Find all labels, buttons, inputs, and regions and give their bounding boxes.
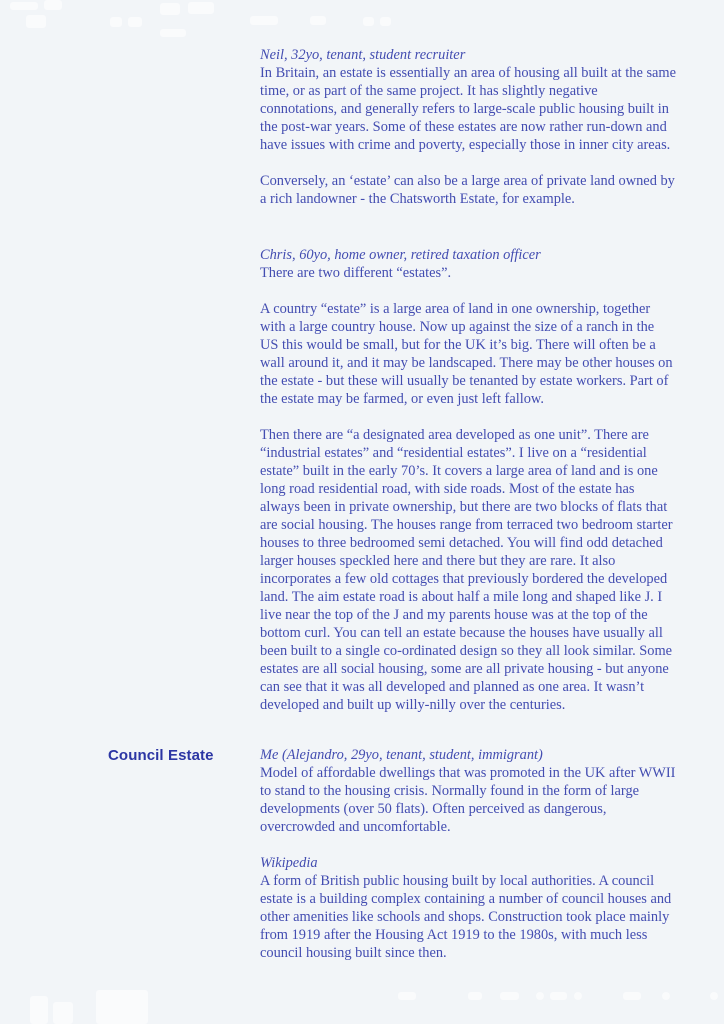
ghost-shape bbox=[53, 1002, 73, 1024]
main-text-column bbox=[108, 46, 677, 962]
paragraph: A country “estate” is a large area of land in one ownership, together with a large country house. Now up against the size of a ranch in the US this would be small, but for the UK it’s big. There will often be a wall around it, and it may be landscaped. There may be other houses on the estate - but these will usually be tenanted by estate workers. Part of the estate may be farmed, or even just left fallow. bbox=[260, 301, 673, 407]
ghost-shape bbox=[398, 992, 416, 1000]
ghost-shape bbox=[574, 992, 582, 1000]
paragraph: Then there are “a designated area developed as one unit”. There are “industrial estates” and “residential estates”. I live on a “residential estate” built in the early 70’s. It covers a large area of land and is one long road residential road, with side roads. Most of the estate has always been in private ownership, but there are two blocks of flats that are social housing. The houses range from terraced two bedroom starter houses to three bedroomed semi detached. You will find odd detached larger houses speckled here and there but they are rare. It also incorporates a few old cottages that previously bordered the developed land. The aim estate road is about half a mile long and shaped like J. I live near the top of the J and my parents house was at the top of the bottom curl. You can tell an estate because the houses have usually all been built to a single co-ordinated design so they all look similar. Some estates are all social housing, some are all private housing - but anyone can see that it was all developed and planned as one area. It wasn’t developed and built up willy-nilly over the centuries. bbox=[260, 427, 673, 713]
ghost-shape bbox=[380, 17, 391, 26]
ghost-shape bbox=[26, 15, 46, 28]
speaker-heading: Me (Alejandro, 29yo, tenant, student, immigrant) bbox=[260, 747, 543, 763]
ghost-shape bbox=[363, 17, 374, 26]
ghost-shape bbox=[96, 990, 148, 1024]
ghost-shape bbox=[160, 3, 180, 15]
ghost-shape bbox=[110, 17, 122, 27]
paragraph: There are two different “estates”. bbox=[260, 265, 452, 281]
ghost-shape bbox=[310, 16, 326, 25]
paragraph: Conversely, an ‘estate’ can also be a large area of private land owned by a rich landowner - the Chatsworth Estate, for example. bbox=[260, 173, 675, 207]
section-council-estate bbox=[108, 746, 676, 962]
speaker-heading-wikipedia: Wikipedia bbox=[260, 855, 318, 871]
paragraph: In Britain, an estate is essentially an area of housing all built at the same time, or as part of the same project. It has slightly negative connotations, and generally refers to large-scale public housing built in the post-war years. Some of these estates are now rather run-down and have issues with crime and poverty, especially those in inner city areas. bbox=[260, 65, 677, 153]
ghost-shape bbox=[250, 16, 278, 25]
ghost-shape bbox=[500, 992, 519, 1000]
speaker-heading: Chris, 60yo, home owner, retired taxation officer bbox=[260, 247, 541, 263]
paragraph: A form of British public housing built by local authorities. A council estate is a building complex containing a number of council houses and other amenities like schools and shops. Construction took place mainly from 1919 after the Housing Act 1919 to the 1980s, with much less council housing built since then. bbox=[260, 873, 672, 961]
section-neil bbox=[260, 46, 676, 208]
section-chris bbox=[260, 246, 676, 714]
section-label-council-estate: Council Estate bbox=[108, 747, 214, 764]
ghost-shape bbox=[30, 996, 48, 1024]
ghost-shape bbox=[188, 2, 214, 14]
paragraph: Model of affordable dwellings that was promoted in the UK after WWII to stand to the housing crisis. Normally found in the form of large developments (over 50 flats). Often perceived as dangerous, overcrowded and uncomfortable. bbox=[260, 765, 676, 835]
speaker-heading: Neil, 32yo, tenant, student recruiter bbox=[260, 47, 466, 63]
ghost-shape bbox=[662, 992, 670, 1000]
ghost-shape bbox=[536, 992, 544, 1000]
ghost-shape bbox=[128, 17, 142, 27]
ghost-shape bbox=[623, 992, 641, 1000]
ghost-shape bbox=[550, 992, 567, 1000]
ghost-shape bbox=[710, 992, 718, 1000]
ghost-shape bbox=[44, 0, 62, 10]
ghost-shape bbox=[160, 29, 186, 37]
ghost-shape bbox=[10, 2, 38, 10]
ghost-shape bbox=[468, 992, 482, 1000]
